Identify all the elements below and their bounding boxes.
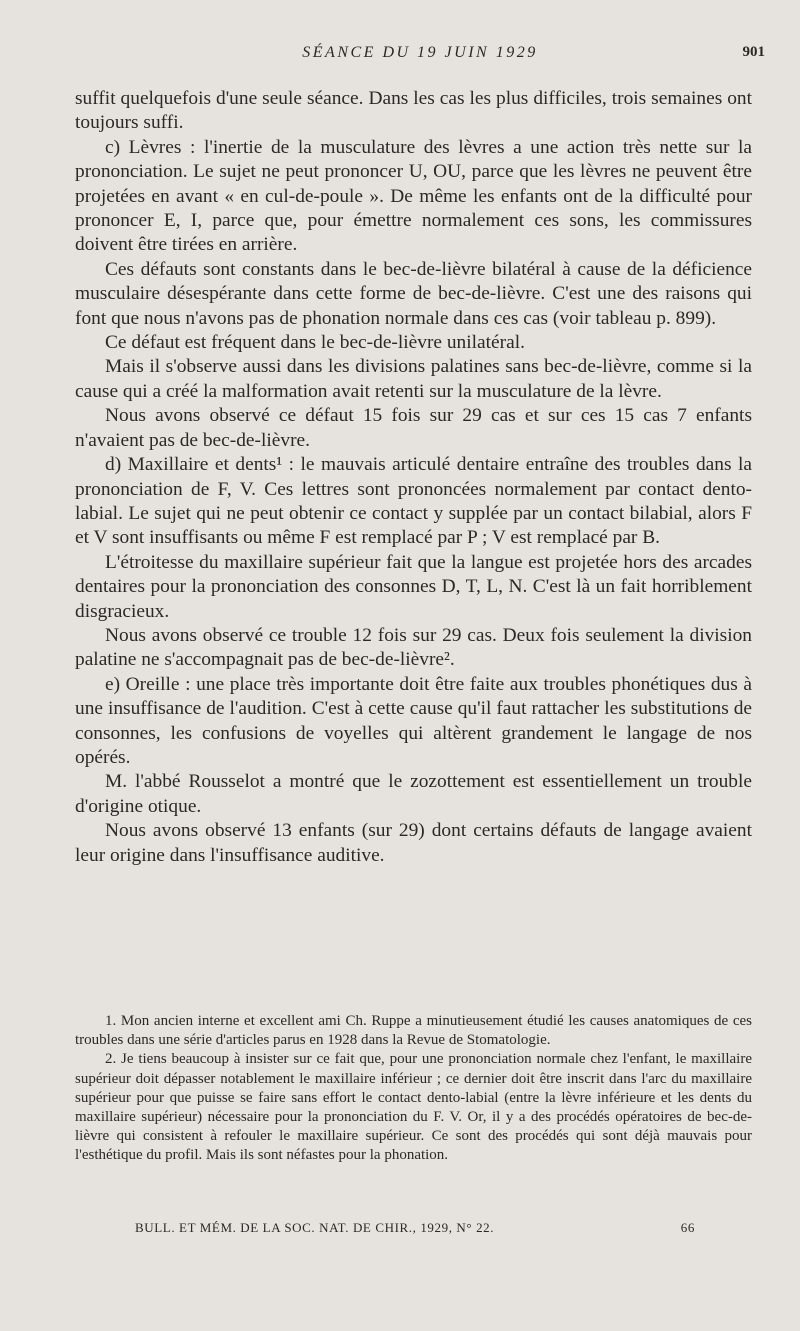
running-head: SÉANCE DU 19 JUIN 1929 [302, 44, 538, 61]
page-header [75, 44, 765, 68]
page-footer [135, 1220, 695, 1236]
paragraph: c) Lèvres : l'inertie de la musculature des lèvres a une action très nette sur la prononciation. Le sujet ne peut prononcer U, OU, parce que les lèvres ne peuvent être projetées en avant « en cul-de-poule ». De même les enfants ont de la difficulté pour prononcer E, I, parce que, pour émettre normalement ces sons, les commissures doivent être tirées en arrière. [75, 136, 752, 256]
paragraph: suffit quelquefois d'une seule séance. Dans les cas les plus difficiles, trois semaines ont toujours suffi. [75, 88, 752, 134]
body-text [75, 87, 752, 868]
paragraph: d) Maxillaire et dents¹ : le mauvais articulé dentaire entraîne des troubles dans la prononciation de F, V. Ces lettres sont prononcées normalement par contact dento-labial. Le sujet qui ne peut obtenir ce contact y supplée par un contact bilabial, alors F et V sont insuffisants ou même F est remplacé par P ; V est remplacé par B. [75, 454, 752, 549]
paragraph: Ces défauts sont constants dans le bec-de-lièvre bilatéral à cause de la déficience musculaire désespérante dans cette forme de bec-de-lièvre. C'est une des raisons qui font que nous n'avons pas de phonation normale dans ces cas (voir tableau p. 899). [75, 258, 752, 329]
sheet-number: 66 [680, 1220, 695, 1235]
paragraph: Mais il s'observe aussi dans les divisions palatines sans bec-de-lièvre, comme si la cause qui a créé la malformation avait retenti sur la musculature de la lèvre. [75, 356, 752, 402]
page-number: 901 [742, 44, 765, 60]
paragraph: L'étroitesse du maxillaire supérieur fait que la langue est projetée hors des arcades dentaires pour la prononciation des consonnes D, T, L, N. C'est là un fait horriblement disgracieux. [75, 551, 752, 622]
journal-citation: BULL. ET MÉM. DE LA SOC. NAT. DE CHIR., 1929, N° 22. [135, 1220, 495, 1235]
footnote: 2. Je tiens beaucoup à insister sur ce fait que, pour une prononciation normale chez l'enfant, le maxillaire supérieur doit dépasser notablement le maxillaire inférieur ; ce dernier doit être inscrit dans l'arc du maxillaire supérieur pour que puisse se faire sans effort le contact dento-labial (entre la lèvre inférieure et les dents du maxillaire supérieur) nécessaire pour la prononciation du F. V. Or, il y a des procédés opératoires de bec-de-lièvre qui consistent à refouler le maxillaire supérieur. Ce sont des procédés qui sont déjà mauvais pour l'esthétique du profil. Mais ils sont néfastes pour la phonation. [75, 1051, 752, 1164]
footnotes [75, 1012, 752, 1166]
paragraph: Ce défaut est fréquent dans le bec-de-lièvre unilatéral. [105, 332, 525, 354]
paragraph: M. l'abbé Rousselot a montré que le zozottement est essentiellement un trouble d'origine otique. [75, 771, 752, 817]
footnote: 1. Mon ancien interne et excellent ami Ch. Ruppe a minutieusement étudié les causes anatomiques de ces troubles dans une série d'articles parus en 1928 dans la Revue de Stomatologie. [75, 1013, 752, 1049]
paragraph: e) Oreille : une place très importante doit être faite aux troubles phonétiques dus à une insuffisance de l'audition. C'est à cette cause qu'il faut rattacher les substitutions de consonnes, les confusions de voyelles qui altèrent grandement le langage de nos opérés. [75, 673, 752, 768]
paragraph: Nous avons observé ce trouble 12 fois sur 29 cas. Deux fois seulement la division palatine ne s'accompagnait pas de bec-de-lièvre². [75, 624, 752, 671]
paragraph: Nous avons observé 13 enfants (sur 29) dont certains défauts de langage avaient leur origine dans l'insuffisance auditive. [75, 820, 752, 866]
paragraph: Nous avons observé ce défaut 15 fois sur 29 cas et sur ces 15 cas 7 enfants n'avaient pas de bec-de-lièvre. [75, 405, 752, 451]
